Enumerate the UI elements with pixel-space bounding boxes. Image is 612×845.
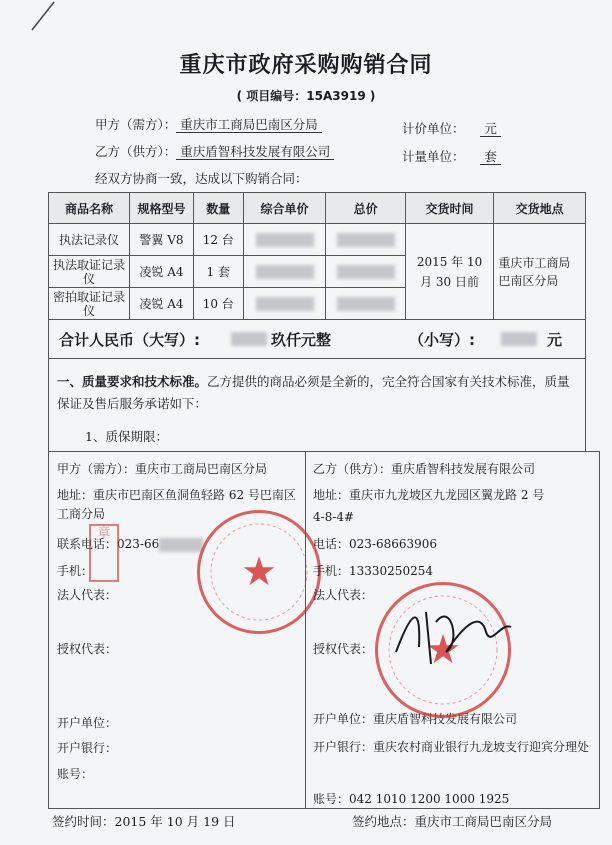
redacted-unit-price (256, 265, 314, 279)
signing-time: 签约时间：2015 年 10 月 19 日 (52, 814, 236, 829)
redacted-amount-upper (231, 332, 267, 346)
quality-section: 一、质量要求和技术标准。乙方提供的商品必须是全新的，完全符合国家有关技术标准，质量保证及售后服务承诺如下： 1、质保期限： (48, 359, 586, 451)
intro-text: 经双方协商一致，达成以下购销合同： (95, 171, 308, 186)
table-header-row: 商品名称 规格型号 数量 综合单价 总价 交货时间 交货地点 (49, 193, 586, 224)
signing-place: 签约地点：重庆市工商局巴南区分局 (352, 814, 553, 829)
redacted-amount-lower (501, 332, 537, 346)
party-a-official-seal (197, 510, 321, 634)
signature-block (48, 451, 600, 809)
price-unit: 计价单位： 元 (402, 119, 501, 137)
table-row: 密拍取证记录仪 凌锐 A4 10 台 (49, 288, 586, 320)
party-a-line: 甲方（需方）： 重庆市工商局巴南区分局 (95, 115, 322, 133)
measure-unit: 计量单位： 套 (402, 147, 501, 165)
delivery-time: 2015 年 10 月 30 日前 (405, 224, 494, 320)
redacted-total-price (337, 265, 395, 279)
party-b-line: 乙方（供方）： 重庆盾智科技发展有限公司 (95, 142, 334, 160)
redacted-unit-price (256, 297, 314, 311)
table-row: 执法取证记录仪 凌锐 A4 1 套 (49, 256, 586, 288)
items-table (48, 192, 586, 320)
party-a-details: 甲方（需方）：重庆市工商局巴南区分局 地址：重庆市巴南区鱼洞鱼轻路 62 号巴南区工商分局 联系电话：023-66 手机： 法人代表： 授权代表： 开户单位： 开户银行： 账号： ★ 章 (49, 452, 306, 808)
redacted-phone (159, 538, 203, 552)
star-icon: ★ (425, 627, 461, 673)
star-icon: ★ (241, 549, 277, 595)
table-row: 执法记录仪 警翼 V8 12 台 2015 年 10 月 30 日前 重庆市工商局巴南区分局 (49, 224, 586, 256)
total-amount-row: 合计人民币（大写）: 玖仟元整 （小写）: 元 (48, 319, 586, 359)
handwritten-signature (391, 592, 521, 672)
party-a-name: 重庆市工商局巴南区分局 (176, 117, 322, 133)
redacted-unit-price (256, 233, 314, 247)
contract-title: 重庆市政府采购购销合同 (179, 53, 433, 78)
pen-mark-icon (28, 0, 58, 32)
project-number: ( 项目编号：15A3919 ) (236, 89, 376, 103)
personal-seal: 章 (89, 524, 119, 582)
redacted-total-price (337, 297, 395, 311)
party-b-name: 重庆盾智科技发展有限公司 (176, 144, 334, 160)
party-b-details: 乙方（供方）：重庆盾智科技发展有限公司 地址：重庆市九龙坡区九龙园区翼龙路 2 号 4-8-4# 电话：023-68663906 手机：13330250254 法人代表： 授权代表： 开户单位：重庆盾智科技发展有限公司 开户银行：重庆农村商业银行九龙坡支行迎宾分理处 账号：042 1010 1200 1000 1925 ★ (313, 462, 590, 806)
delivery-place: 重庆市工商局巴南区分局 (494, 224, 586, 320)
redacted-total-price (337, 233, 395, 247)
